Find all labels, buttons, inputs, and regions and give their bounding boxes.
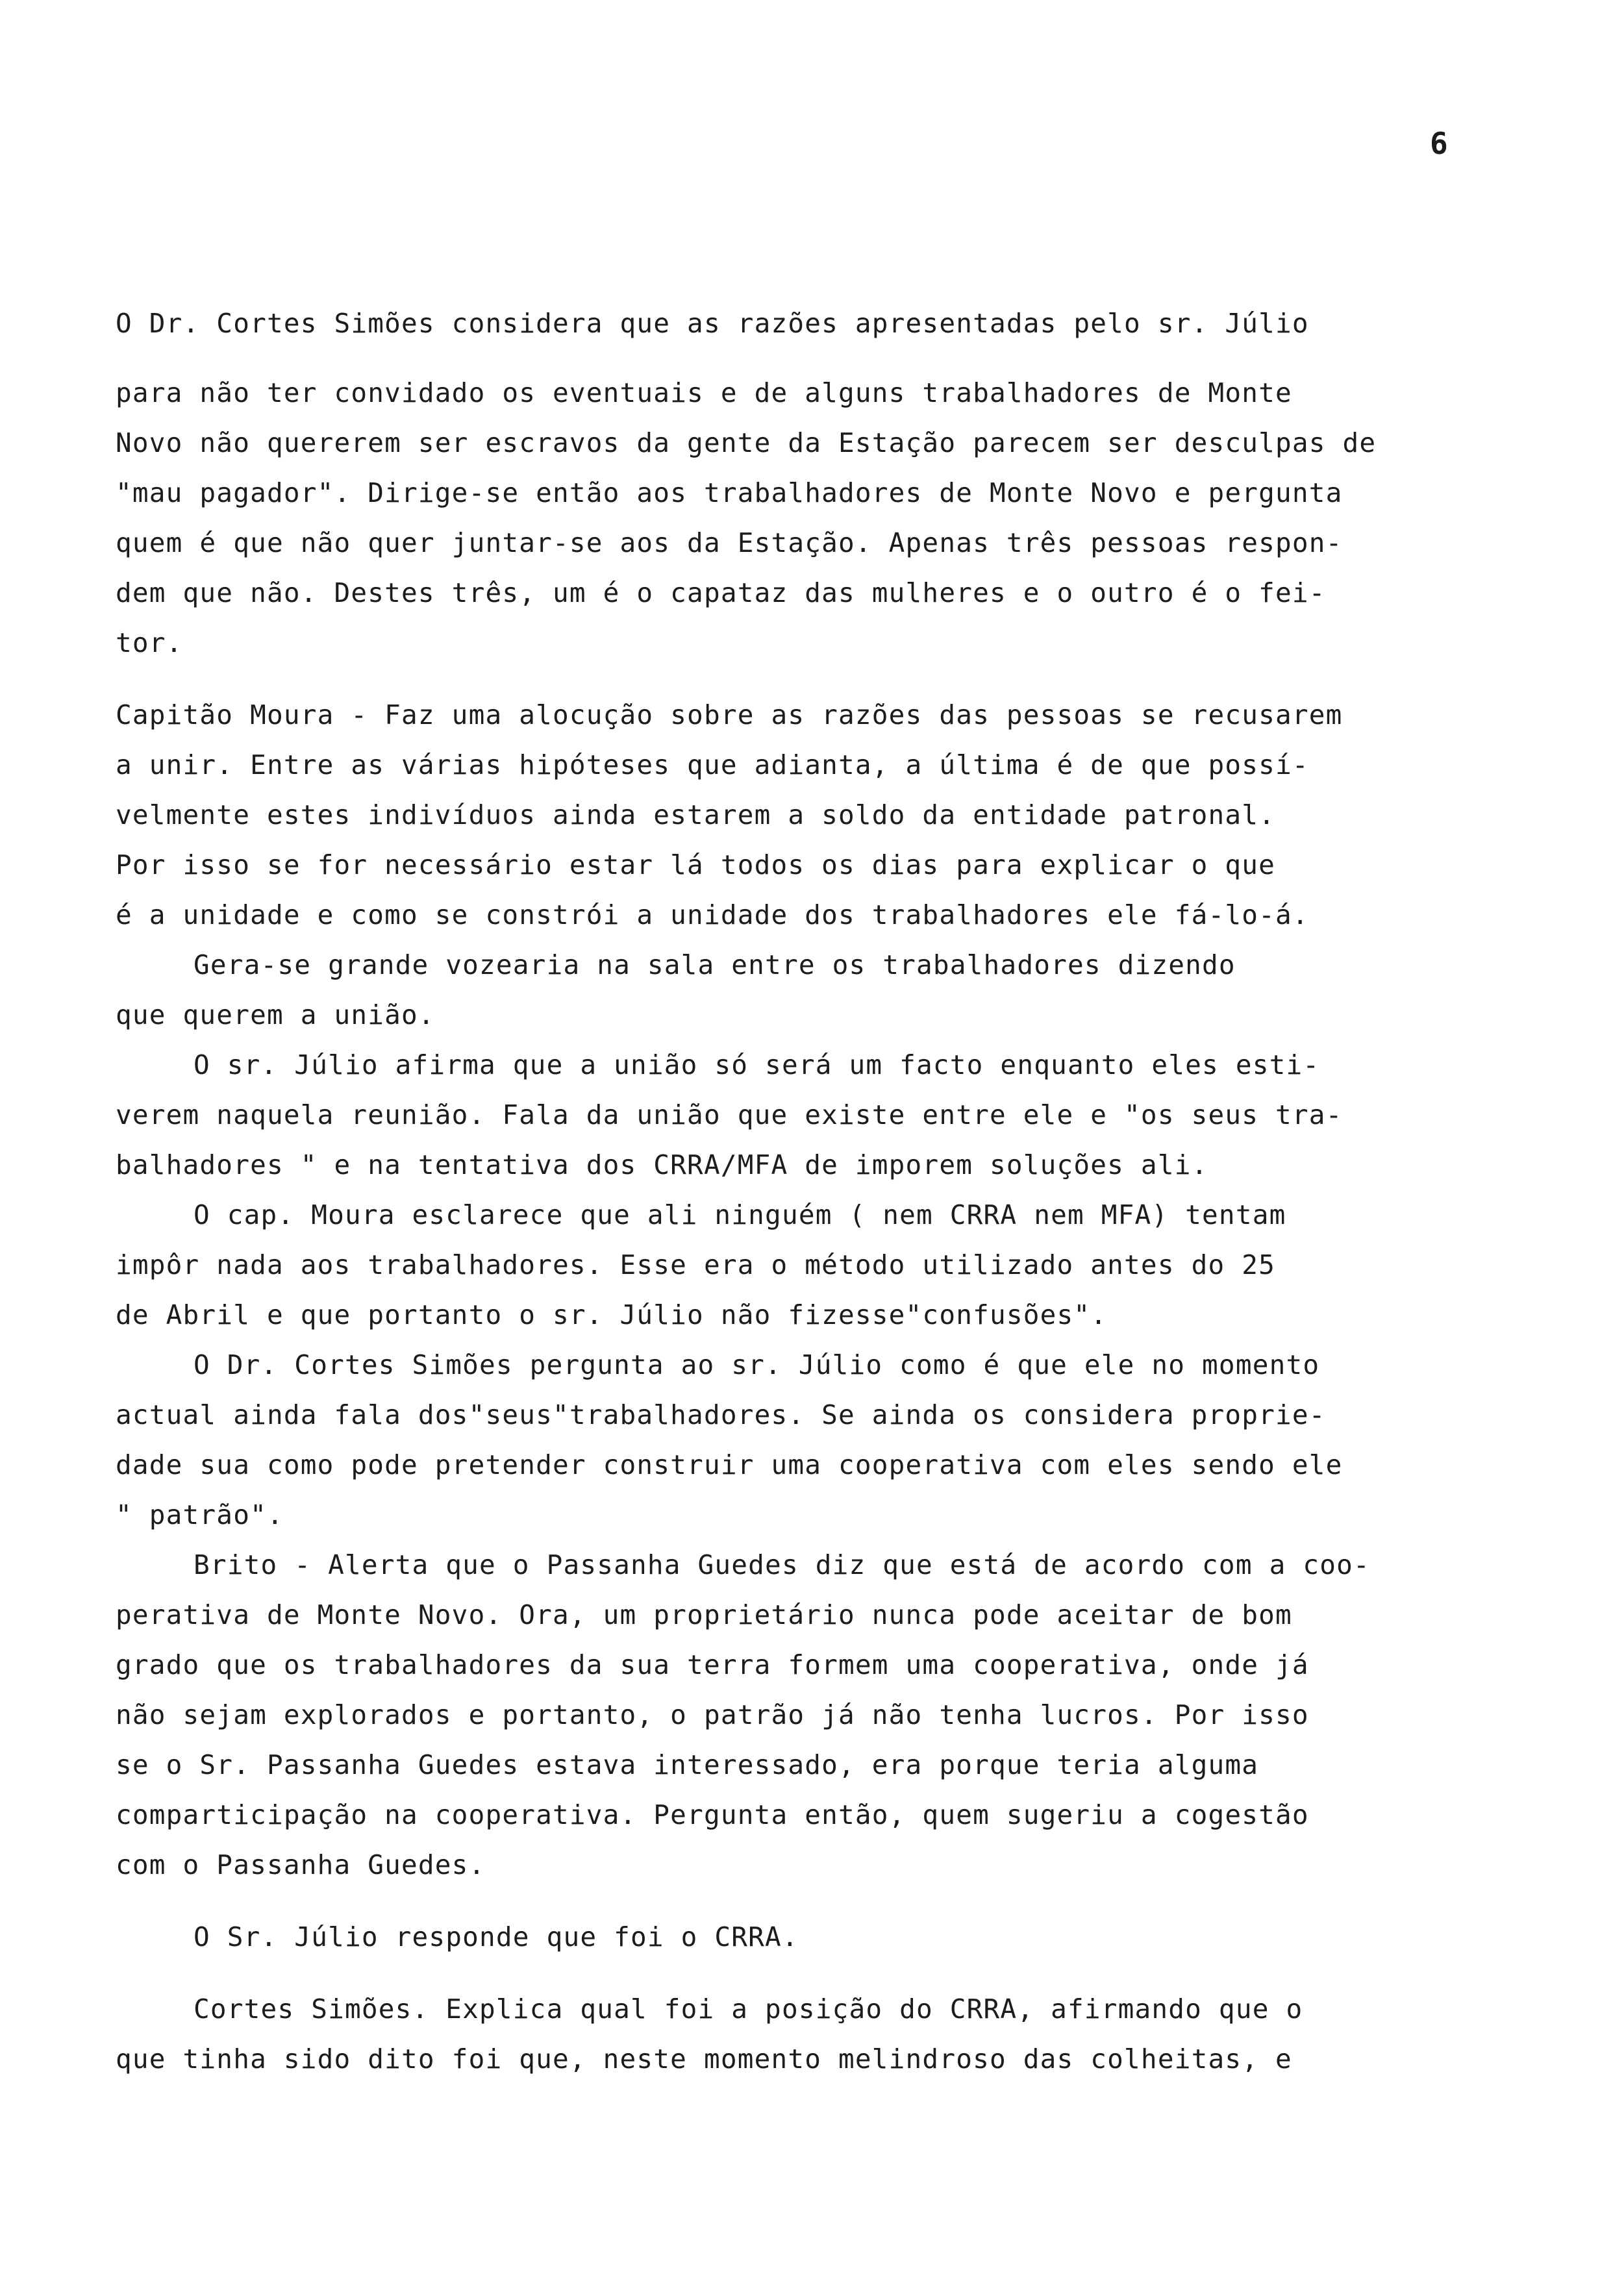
document-body xyxy=(116,299,1518,2084)
text-line: "mau pagador". Dirige-se então aos trabalhadores de Monte Novo e pergunta xyxy=(116,477,1343,508)
text-line: grado que os trabalhadores da sua terra formem uma cooperativa, onde já xyxy=(116,1649,1309,1680)
paragraph-cortes-simoes-intro xyxy=(116,299,1518,668)
text-line: que tinha sido dito foi que, neste momento melindroso das colheitas, e xyxy=(116,2043,1292,2075)
text-line: Brito - Alerta que o Passanha Guedes diz que está de acordo com a coo- xyxy=(194,1549,1370,1580)
text-line: tor. xyxy=(116,627,183,658)
text-line: a unir. Entre as várias hipóteses que adianta, a última é de que possí- xyxy=(116,749,1309,780)
page-number: 6 xyxy=(1430,126,1448,161)
text-line: Gera-se grande vozearia na sala entre os trabalhadores dizendo xyxy=(194,949,1236,980)
text-line: comparticipação na cooperativa. Pergunta então, quem sugeriu a cogestão xyxy=(116,1799,1309,1830)
paragraph-capitao-moura xyxy=(116,690,1518,1890)
text-line: impôr nada aos trabalhadores. Esse era o método utilizado antes do 25 xyxy=(116,1249,1276,1280)
text-line: para não ter convidado os eventuais e de alguns trabalhadores de Monte xyxy=(116,377,1292,408)
text-line: O Dr. Cortes Simões considera que as razões apresentadas pelo sr. Júlio xyxy=(116,308,1309,339)
text-line: actual ainda fala dos"seus"trabalhadores. Se ainda os considera proprie- xyxy=(116,1399,1326,1430)
text-line: dem que não. Destes três, um é o capataz das mulheres e o outro é o fei- xyxy=(116,577,1326,608)
text-line: " patrão". xyxy=(116,1499,284,1530)
text-line: de Abril e que portanto o sr. Júlio não fizesse"confusões". xyxy=(116,1299,1108,1330)
text-line: é a unidade e como se constrói a unidade dos trabalhadores ele fá-lo-á. xyxy=(116,899,1309,930)
text-line: O cap. Moura esclarece que ali ninguém ( nem CRRA nem MFA) tentam xyxy=(194,1199,1286,1230)
text-line: perativa de Monte Novo. Ora, um proprietário nunca pode aceitar de bom xyxy=(116,1599,1292,1630)
text-line: que querem a união. xyxy=(116,999,435,1030)
text-line: dade sua como pode pretender construir uma cooperativa com eles sendo ele xyxy=(116,1449,1343,1480)
text-line: balhadores " e na tentativa dos CRRA/MFA de imporem soluções ali. xyxy=(116,1149,1208,1180)
text-line: Por isso se for necessário estar lá todos os dias para explicar o que xyxy=(116,849,1276,880)
paragraph-cortes-simoes-explains xyxy=(116,1984,1518,2084)
paragraph-julio-response xyxy=(116,1912,1518,1962)
text-line: Cortes Simões. Explica qual foi a posição do CRRA, afirmando que o xyxy=(194,1993,1303,2025)
text-line: Novo não quererem ser escravos da gente da Estação parecem ser desculpas de xyxy=(116,427,1377,458)
text-line: não sejam explorados e portanto, o patrão já não tenha lucros. Por isso xyxy=(116,1699,1309,1730)
text-line: velmente estes indivíduos ainda estarem a soldo da entidade patronal. xyxy=(116,799,1276,830)
text-line: verem naquela reunião. Fala da união que existe entre ele e "os seus tra- xyxy=(116,1099,1343,1130)
text-line: Capitão Moura - Faz uma alocução sobre as razões das pessoas se recusarem xyxy=(116,699,1343,730)
text-line: se o Sr. Passanha Guedes estava interessado, era porque teria alguma xyxy=(116,1749,1259,1780)
text-line: quem é que não quer juntar-se aos da Estação. Apenas três pessoas respon- xyxy=(116,527,1343,558)
text-line: O sr. Júlio afirma que a união só será um facto enquanto eles esti- xyxy=(194,1049,1320,1080)
text-line: O Sr. Júlio responde que foi o CRRA. xyxy=(194,1921,799,1953)
text-line: O Dr. Cortes Simões pergunta ao sr. Júlio como é que ele no momento xyxy=(194,1349,1320,1380)
text-line: com o Passanha Guedes. xyxy=(116,1849,486,1880)
